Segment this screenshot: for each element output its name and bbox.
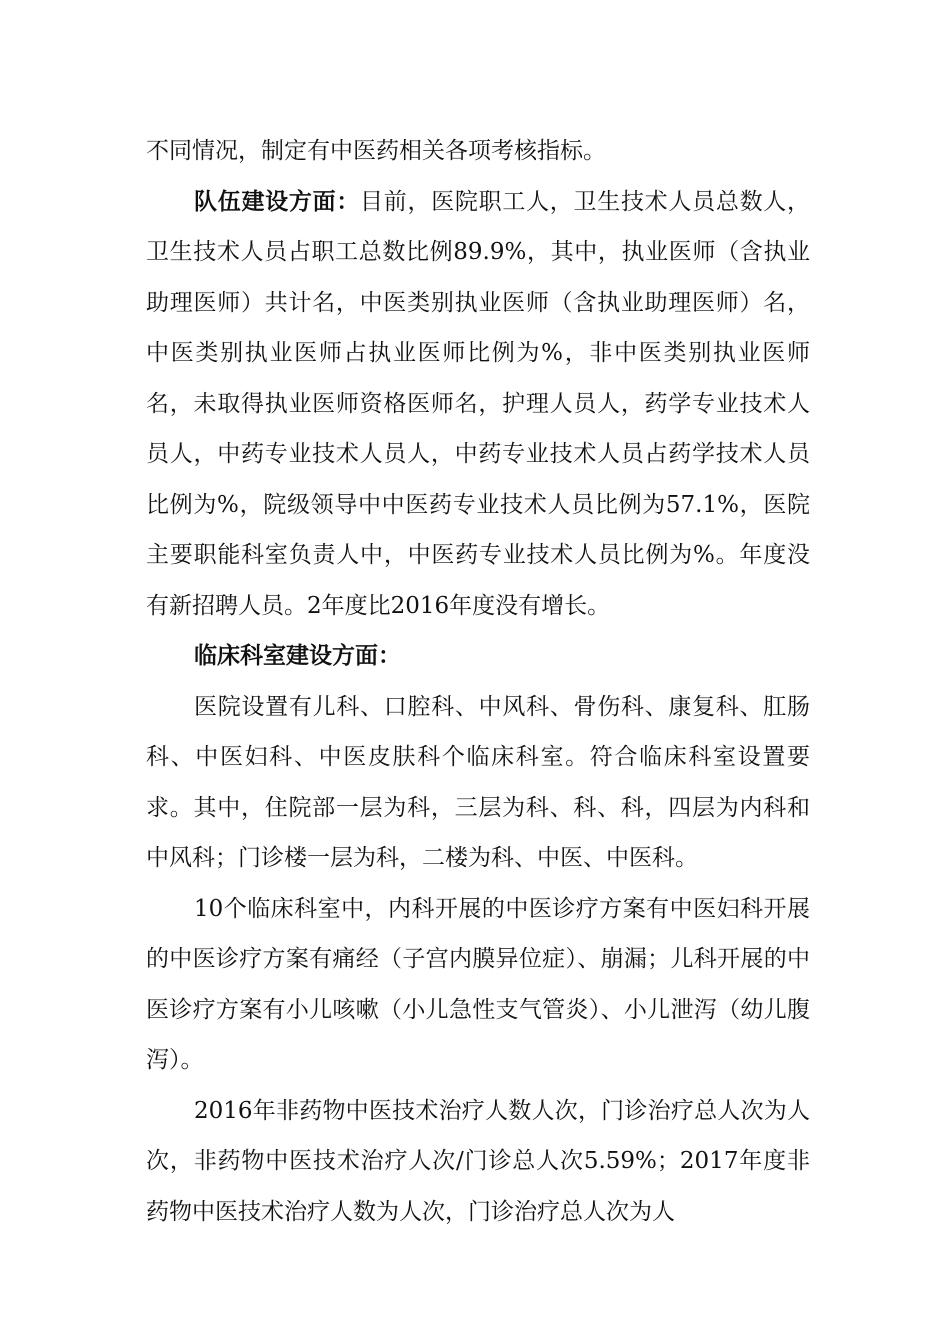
paragraph-team-building — [146, 177, 810, 632]
paragraph-text: 10个临床科室中，内科开展的中医诊疗方案有中医妇科开展的中医诊疗方案有痛经（子宫内膜异位症）、崩漏；儿科开展的中医诊疗方案有小儿咳嗽（小儿急性支气管炎）、小儿泄泻（幼儿腹泻）。 — [146, 895, 810, 1073]
paragraph-treatment-plans — [146, 884, 810, 1086]
section-heading-clinical-departments: 临床科室建设方面： — [194, 642, 401, 669]
paragraph-departments-setup — [146, 682, 810, 884]
paragraph-text: 医院设置有儿科、口腔科、中风科、骨伤科、康复科、肛肠科、中医妇科、中医皮肤科个临床科室。符合临床科室设置要求。其中，住院部一层为科，三层为科、科、科，四层为内科和中风科；门诊楼一层为科，二楼为科、中医、中医科。 — [146, 693, 810, 871]
paragraph-text: 2016年非药物中医技术治疗人数人次，门诊治疗总人次为人次，非药物中医技术治疗人次/门诊总人次5.59%；2017年度非药物中医技术治疗人数为人次，门诊治疗总人次为人 — [146, 1097, 810, 1225]
paragraph-non-drug-therapy — [146, 1086, 810, 1238]
document-page — [146, 126, 810, 1237]
paragraph-text: 目前，医院职工人，卫生技术人员总数人，卫生技术人员占职工总数比例89.9%，其中，执业医师（含执业助理医师）共计名，中医类别执业医师（含执业助理医师）名，中医类别执业医师占执业医师比例为%，非中医类别执业医师名，未取得执业医师资格医师名，护理人员人，药学专业技术人员人，中药专业技术人员人，中药专业技术人员占药学技术人员比例为%，院级领导中中医药专业技术人员比例为57.1%，医院主要职能科室负责人中，中医药专业技术人员比例为%。年度没有新招聘人员。2年度比2016年度没有增长。 — [146, 188, 811, 619]
paragraph-text: 不同情况，制定有中医药相关各项考核指标。 — [146, 138, 606, 164]
section-heading-team-building: 队伍建设方面： — [194, 187, 361, 215]
paragraph-assessment — [146, 126, 810, 177]
paragraph-clinical-heading — [146, 631, 810, 682]
